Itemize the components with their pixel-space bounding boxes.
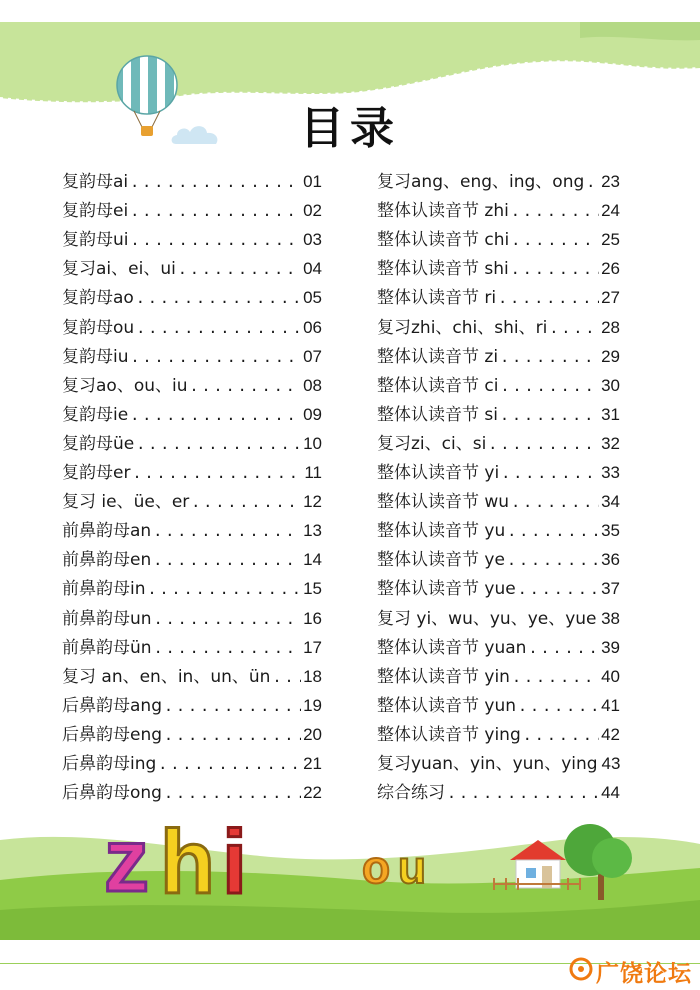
toc-entry-label: 复习zi、ci、si (377, 433, 487, 454)
toc-leader-dots (272, 667, 301, 687)
toc-entry[interactable] (62, 687, 322, 716)
toc-entry-page: 03 (303, 230, 322, 250)
toc-leader-dots (501, 463, 599, 483)
toc-leader-dots (132, 463, 302, 483)
toc-entry[interactable] (377, 221, 620, 250)
toc-entry-label: 综合练习 (377, 783, 445, 804)
toc-entry-page: 36 (601, 550, 620, 570)
toc-entry-page: 04 (303, 259, 322, 279)
toc-entry-page: 21 (303, 753, 322, 773)
toc-entry-label: 整体认读音节 yin (377, 666, 510, 687)
toc-entry-label: 整体认读音节 wu (377, 492, 510, 513)
toc-entry-page: 41 (601, 695, 620, 715)
toc-entry[interactable] (377, 454, 620, 483)
toc-entry[interactable] (62, 192, 322, 221)
toc-leader-dots (164, 725, 301, 745)
toc-entry-label: 复韵母ao (62, 288, 134, 309)
toc-entry-label: 后鼻韵母eng (62, 724, 163, 745)
toc-entry[interactable] (62, 570, 322, 599)
toc-entry-label: 整体认读音节 ci (377, 375, 499, 396)
toc-leader-dots (130, 201, 301, 221)
toc-entry-page: 23 (601, 172, 620, 192)
toc-entry[interactable] (62, 425, 322, 454)
toc-entry-page: 15 (303, 579, 322, 599)
toc-entry-label: 复韵母er (62, 463, 131, 484)
toc-entry[interactable] (377, 308, 620, 337)
toc-entry-page: 24 (601, 201, 620, 221)
toc-leader-dots (136, 318, 301, 338)
toc-entry-page: 17 (303, 637, 322, 657)
toc-entry-label: 复韵母ui (62, 230, 129, 251)
toc-entry-page: 26 (601, 259, 620, 279)
toc-leader-dots (518, 579, 599, 599)
toc-leader-dots (518, 696, 599, 716)
toc-entry[interactable] (62, 745, 322, 774)
toc-leader-dots (488, 434, 599, 454)
logo-circle-icon (568, 956, 594, 982)
toc-entry[interactable] (377, 396, 620, 425)
toc-entry[interactable] (62, 629, 322, 658)
toc-leader-dots (511, 201, 599, 221)
toc-entry-page: 34 (601, 492, 620, 512)
toc-right-column (377, 163, 620, 803)
toc-entry-page: 09 (303, 404, 322, 424)
letter-o: o (362, 841, 391, 893)
toc-entry-page: 14 (303, 550, 322, 570)
toc-entry-page: 20 (303, 724, 322, 744)
toc-leader-dots (154, 638, 302, 658)
toc-entry[interactable] (377, 338, 620, 367)
toc-entry-page: 18 (303, 666, 322, 686)
toc-leader-dots (512, 667, 599, 687)
toc-entry-label: 整体认读音节 si (377, 404, 498, 425)
toc-entry-page: 37 (601, 579, 620, 599)
toc-leader-dots (190, 376, 302, 396)
toc-entry[interactable] (377, 367, 620, 396)
toc-entry-page: 39 (601, 637, 620, 657)
toc-entry-label: 整体认读音节 zhi (377, 201, 509, 222)
toc-entry-label: 整体认读音节 yi (377, 463, 500, 484)
toc-entry-label: 整体认读音节 ying (377, 724, 521, 745)
toc-entry-label: 前鼻韵母in (62, 579, 146, 600)
toc-entry[interactable] (377, 483, 620, 512)
toc-entry[interactable] (377, 774, 620, 803)
toc-entry[interactable] (377, 192, 620, 221)
toc-leader-dots (500, 347, 599, 367)
toc-entry[interactable] (62, 250, 322, 279)
toc-leader-dots (178, 259, 301, 279)
toc-leader-dots (153, 521, 301, 541)
toc-entry-page: 02 (303, 201, 322, 221)
toc-entry-page: 22 (303, 783, 322, 803)
toc-leader-dots (523, 725, 599, 745)
toc-entry-page: 43 (601, 753, 621, 773)
letter-i: i (222, 813, 248, 913)
toc-entry-page: 28 (601, 317, 620, 337)
toc-entry-label: 前鼻韵母un (62, 608, 152, 629)
toc-entry-label: 复韵母üe (62, 433, 135, 454)
toc-entry-page: 06 (303, 317, 322, 337)
toc-entry-page: 11 (304, 463, 322, 483)
toc-entry-page: 05 (303, 288, 322, 308)
toc-entry-page: 32 (601, 433, 620, 453)
toc-entry-label: 整体认读音节 zi (377, 346, 499, 367)
toc-entry-page: 01 (303, 172, 322, 192)
toc-entry[interactable] (62, 512, 322, 541)
toc-entry-page: 07 (303, 346, 322, 366)
toc-left-column (62, 163, 322, 803)
letter-z: z (104, 811, 149, 911)
toc-leader-dots (500, 376, 599, 396)
toc-entry[interactable] (62, 221, 322, 250)
page-title: 目录 (300, 103, 400, 154)
toc-entry-label: 后鼻韵母ong (62, 783, 162, 804)
toc-entry[interactable] (377, 716, 620, 745)
toc-entry-label: 整体认读音节 yuan (377, 637, 527, 658)
toc-entry[interactable] (377, 687, 620, 716)
toc-entry-page: 42 (601, 724, 620, 744)
watermark-text: 广饶论坛 (596, 961, 692, 987)
toc-entry-label: 后鼻韵母ing (62, 753, 157, 774)
toc-entry-label: 整体认读音节 ri (377, 288, 497, 309)
toc-entry[interactable] (377, 163, 620, 192)
toc-entry[interactable] (62, 279, 322, 308)
toc-leader-dots (136, 288, 301, 308)
toc-entry-label: 复韵母iu (62, 346, 129, 367)
toc-entry-label: 复习ao、ou、iu (62, 375, 188, 396)
toc-entry-page: 12 (303, 492, 322, 512)
toc-entry[interactable] (377, 745, 620, 774)
toc-leader-dots (511, 259, 599, 279)
toc-entry-label: 整体认读音节 shi (377, 259, 509, 280)
toc-leader-dots (511, 230, 599, 250)
toc-entry-label: 整体认读音节 ye (377, 550, 505, 571)
toc-entry-label: 复习yuan、yin、yun、ying (377, 753, 598, 774)
toc-entry-label: 复韵母ie (62, 404, 129, 425)
toc-leader-dots (498, 288, 599, 308)
toc-entry[interactable] (377, 629, 620, 658)
toc-entry[interactable] (62, 163, 322, 192)
toc-entry-label: 复习 ie、üe、er (62, 492, 190, 513)
toc-entry[interactable] (377, 570, 620, 599)
toc-entry-label: 复习zhi、chi、shi、ri (377, 317, 548, 338)
toc-entry[interactable] (377, 279, 620, 308)
toc-leader-dots (549, 318, 599, 338)
toc-entry-label: 前鼻韵母an (62, 521, 152, 542)
toc-leader-dots (158, 754, 301, 774)
toc-entry[interactable] (62, 308, 322, 337)
toc-leader-dots (511, 492, 599, 512)
toc-leader-dots (528, 638, 599, 658)
toc-entry-page: 44 (601, 783, 620, 803)
letter-h: h (160, 813, 215, 913)
toc-entry-label: 复习 yi、wu、yu、ye、yue (377, 608, 597, 629)
toc-entry-page: 13 (303, 521, 322, 541)
toc-entry[interactable] (377, 512, 620, 541)
toc-entry-page: 38 (601, 608, 620, 628)
toc-entry-page: 10 (303, 433, 322, 453)
toc-entry[interactable] (377, 425, 620, 454)
toc-entry-page: 25 (601, 230, 620, 250)
toc-entry-label: 前鼻韵母ün (62, 637, 152, 658)
toc-entry-label: 整体认读音节 chi (377, 230, 510, 251)
toc-entry-label: 复习 an、en、in、un、ün (62, 666, 271, 687)
toc-entry-page: 35 (601, 521, 620, 541)
toc-entry-page: 29 (601, 346, 620, 366)
toc-leader-dots (191, 492, 301, 512)
toc-entry-page: 19 (303, 695, 322, 715)
toc-entry-page: 33 (601, 463, 620, 483)
toc-entry-label: 后鼻韵母ang (62, 695, 162, 716)
toc-entry[interactable] (62, 483, 322, 512)
toc-leader-dots (130, 405, 301, 425)
toc-entry[interactable] (62, 774, 322, 803)
toc-leader-dots (148, 579, 302, 599)
toc-entry[interactable] (62, 716, 322, 745)
toc-leader-dots (131, 230, 302, 250)
toc-entry-page: 31 (601, 404, 620, 424)
watermark-logo (566, 950, 696, 986)
toc-entry[interactable] (377, 599, 620, 628)
toc-entry[interactable] (62, 396, 322, 425)
toc-entry[interactable] (62, 541, 322, 570)
toc-entry[interactable] (62, 367, 322, 396)
toc-leader-dots (586, 172, 599, 192)
toc-entry-label: 复韵母ou (62, 317, 135, 338)
toc-entry-label: 复韵母ei (62, 201, 129, 222)
toc-entry-label: 前鼻韵母en (62, 550, 152, 571)
toc-entry-label: 复习ai、ei、ui (62, 259, 176, 280)
toc-leader-dots (130, 172, 301, 192)
toc-entry-label: 整体认读音节 yu (377, 521, 506, 542)
toc-leader-dots (131, 347, 302, 367)
toc-leader-dots (164, 696, 301, 716)
toc-entry[interactable] (62, 338, 322, 367)
toc-leader-dots (136, 434, 301, 454)
toc-entry[interactable] (377, 541, 620, 570)
toc-entry[interactable] (62, 599, 322, 628)
toc-leader-dots (507, 550, 599, 570)
toc-leader-dots (507, 521, 599, 541)
toc-entry[interactable] (377, 250, 620, 279)
toc-entry-label: 复习ang、eng、ing、ong (377, 172, 585, 193)
toc-entry[interactable] (62, 658, 322, 687)
toc-entry-page: 40 (601, 666, 620, 686)
letter-u: u (398, 841, 427, 893)
toc-entry-page: 27 (601, 288, 620, 308)
toc-entry-label: 整体认读音节 yun (377, 695, 517, 716)
toc-leader-dots (154, 609, 302, 629)
toc-entry[interactable] (62, 454, 322, 483)
toc-entry-label: 整体认读音节 yue (377, 579, 516, 600)
toc-entry[interactable] (377, 658, 620, 687)
toc-leader-dots (500, 405, 599, 425)
toc-entry-page: 16 (303, 608, 322, 628)
toc-entry-page: 30 (601, 375, 620, 395)
toc-leader-dots (153, 550, 301, 570)
toc-leader-dots (599, 609, 600, 629)
toc-entry-label: 复韵母ai (62, 172, 129, 193)
toc-entry-page: 08 (303, 375, 322, 395)
